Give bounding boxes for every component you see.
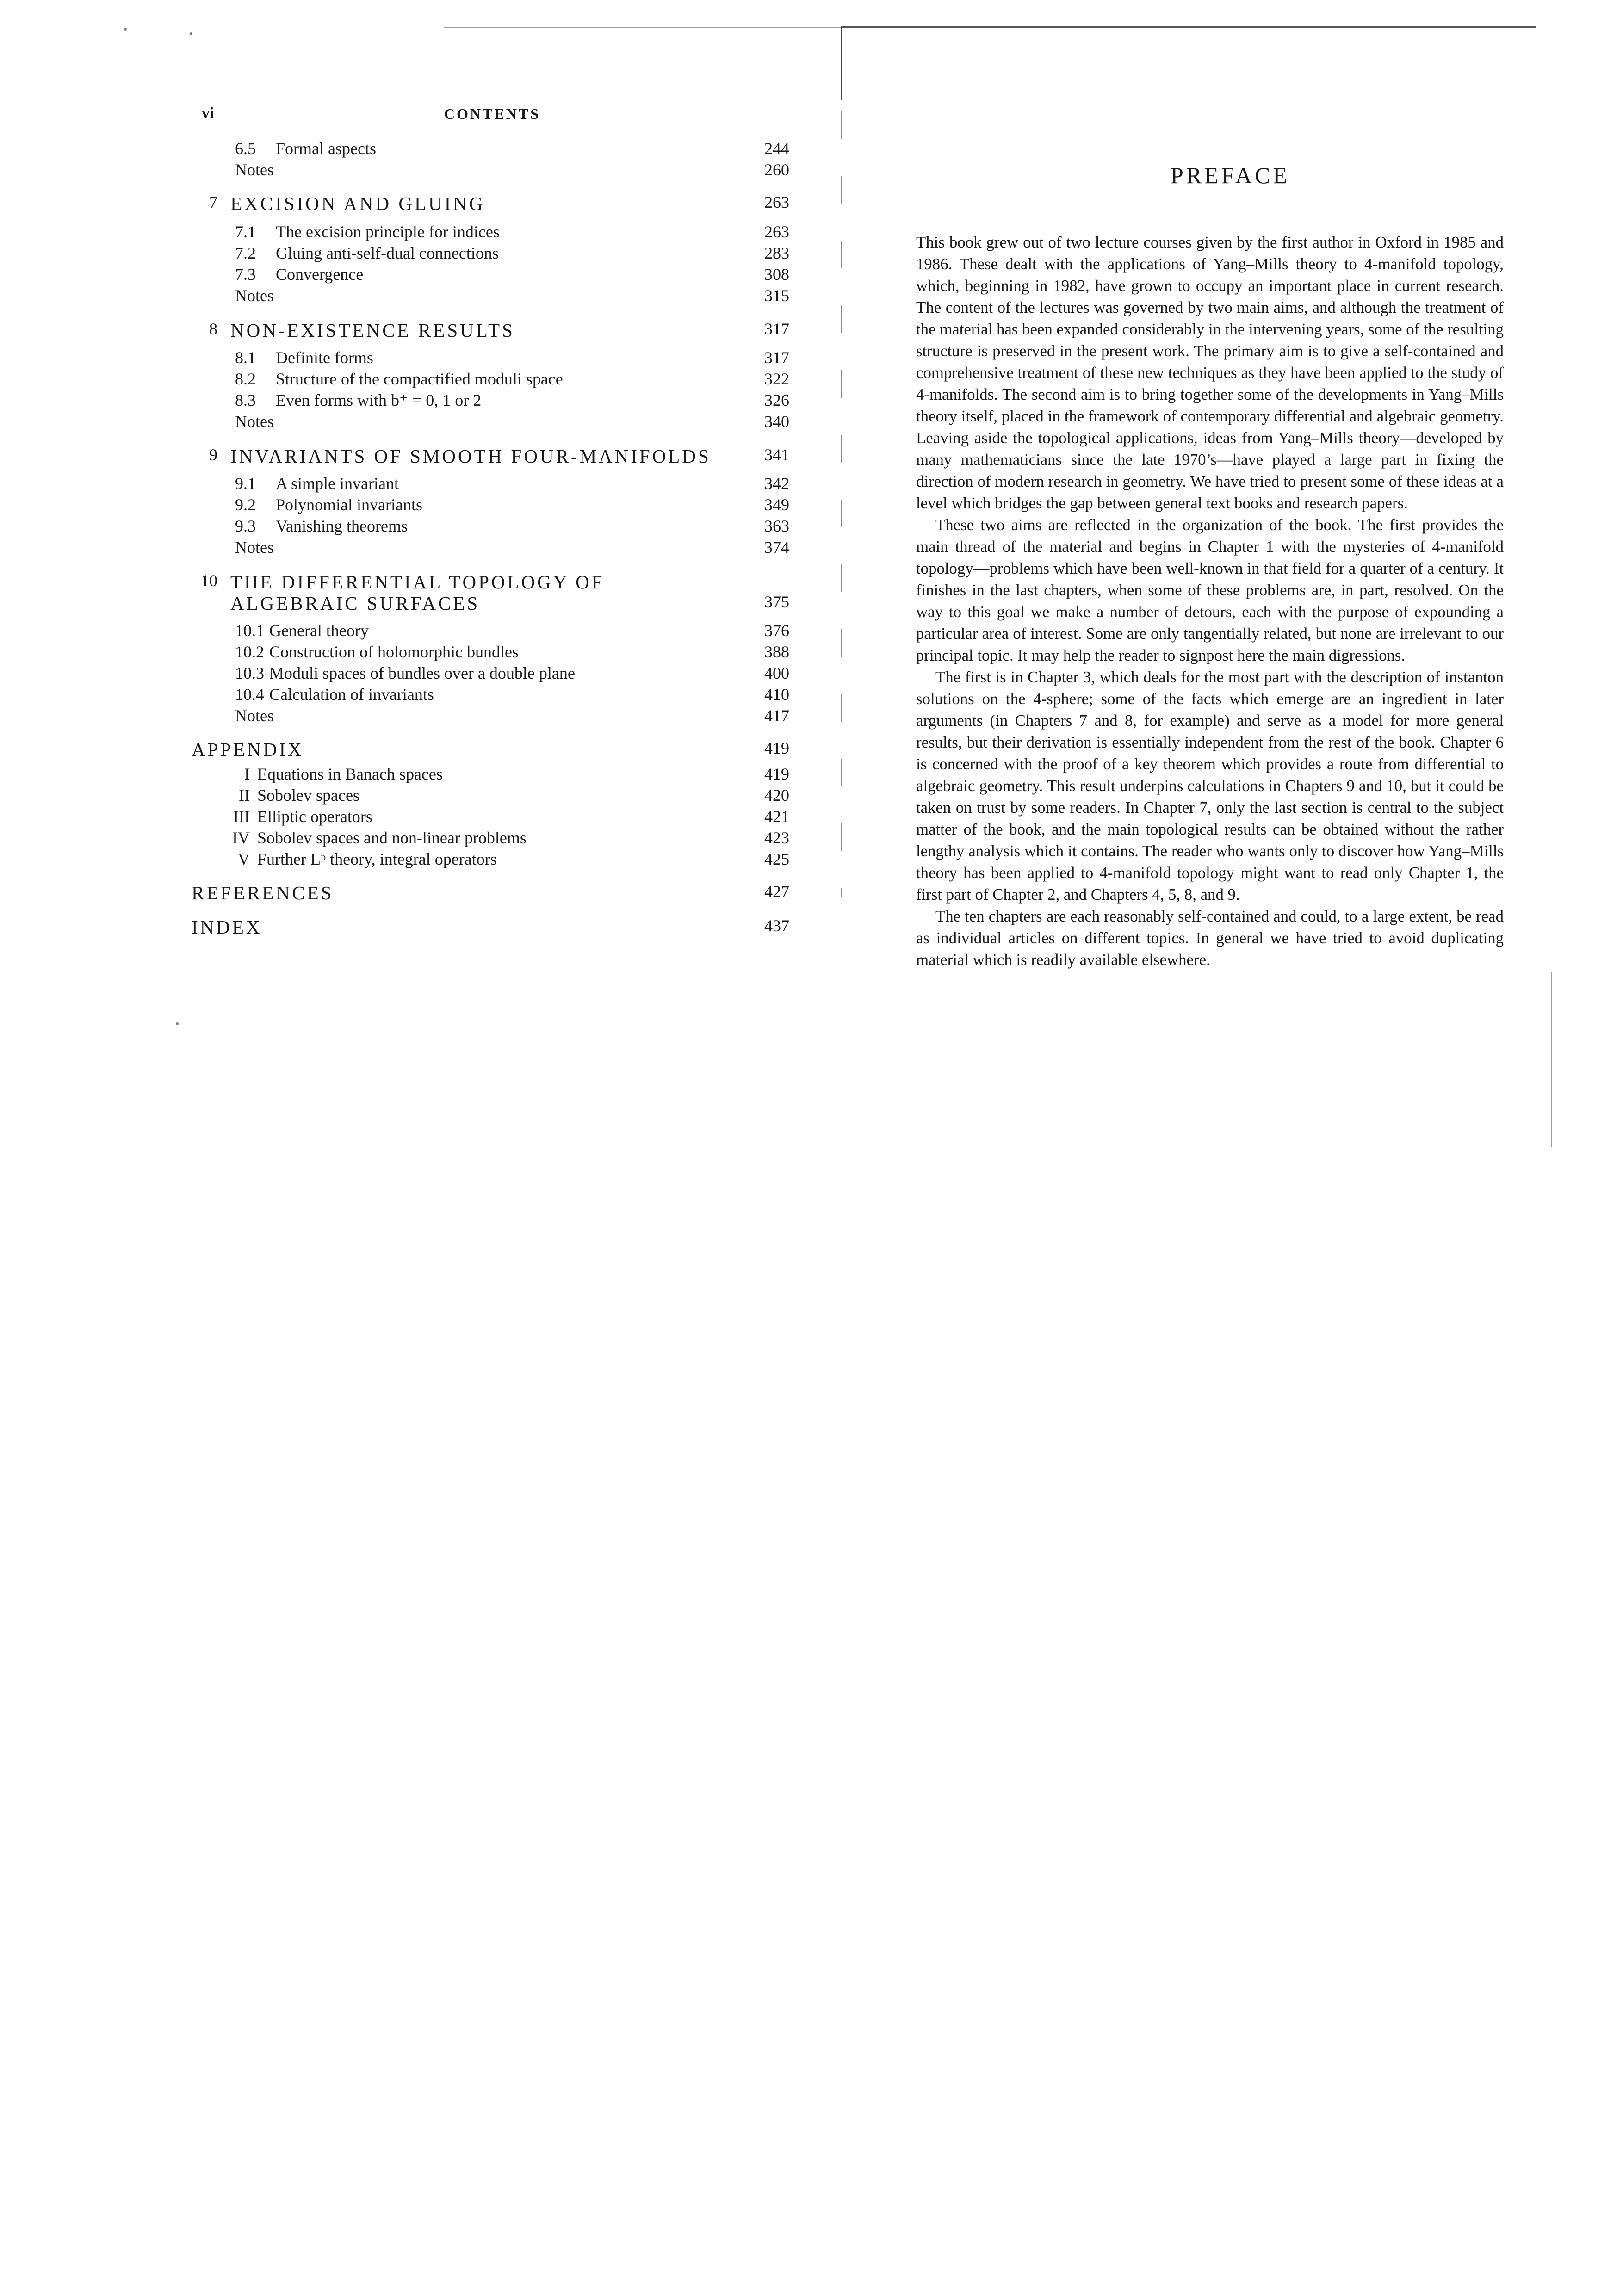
toc-entry-title: Construction of holomorphic bundles [269,643,519,661]
toc-entry-number: 10.1 [235,621,264,640]
toc-entry-page: 341 [764,446,789,464]
toc-entry-title: Vanishing theorems [276,517,408,535]
toc-entry-title: Formal aspects [276,139,376,158]
toc-entry-notes [0,706,805,729]
toc-entry-page: 342 [764,474,789,493]
contents-page [0,0,833,1018]
toc-entry-title: APPENDIX [192,739,304,760]
preface-paragraph: This book grew out of two lecture courses given by the first author in Oxford in 1985 and 1986. These dealt with the applications of Yang–Mills theory to 4-manifold topology, which, beginning in 1982, have grown to occupy an important place in current research. The content of the lectures was governed by two main aims, and although the treatment of the material has been expanded considerably in the intervening years, some of the resulting structure is preserved in the present work. The primary aim is to give a self-contained and comprehensive treatment of these new techniques as they have been applied to the study of 4-manifolds. The second aim is to bring together some of the developments in Yang–Mills theory itself, placed in the framework of contemporary differential and algebraic geometry. Leaving aside the topological applications, ideas from Yang–Mills theory—developed by many mathematicians since the late 1970’s—have played a large part in fixing the direction of modern research in geometry. We have tried to present some of these ideas at a level which bridges the gap between general text books and research papers. [916,233,1504,512]
toc-entry-page: 375 [764,593,789,611]
toc-entry-title: EXCISION AND GLUING [230,193,485,214]
toc-entry-page: 388 [764,643,789,661]
toc-entry-title: Elliptic operators [257,807,372,826]
toc-entry-title: Gluing anti-self-dual connections [276,244,499,262]
scan-gutter-line [841,26,842,100]
toc-entry-title: Further Lᵖ theory, integral operators [257,850,497,868]
toc-entry-page: 376 [764,621,789,640]
toc-entry-top [0,916,805,939]
toc-entry-page: 315 [764,286,789,305]
toc-entry-notes [0,286,805,309]
toc-entry-title: Convergence [276,265,364,284]
toc-entry-page: 317 [764,320,789,338]
toc-entry-title: Notes [235,706,274,725]
scan-right-edge [1551,972,1552,1147]
toc-entry-title: Structure of the compactified moduli space [276,370,563,388]
toc-entry-notes [0,412,805,435]
toc-entry-number: II [239,786,250,805]
toc-entry-page: 322 [764,370,789,388]
toc-entry-title: Equations in Banach spaces [257,765,443,783]
toc-entry-number: 8.1 [235,348,256,367]
toc-entry-notes [0,538,805,561]
toc-entry-page: 427 [764,882,789,901]
toc-entry-number: III [233,807,250,826]
toc-entry-number: 9.3 [235,517,256,535]
toc-entry-title: Notes [235,538,274,557]
scan-top-rule-right [842,26,1536,28]
running-head: CONTENTS [444,105,541,122]
toc-entry-title: INVARIANTS OF SMOOTH FOUR-MANIFOLDS [230,446,711,467]
toc-entry-page: 263 [764,223,789,241]
toc-entry-appendix [0,849,805,873]
toc-entry-page: 349 [764,495,789,514]
scan-gutter-dashes [841,111,842,897]
toc-entry-chapter-cont [0,592,805,615]
toc-entry-title: Notes [235,412,274,431]
toc-entry-number: 10.4 [235,685,264,704]
toc-entry-title: Notes [235,161,274,179]
toc-entry-section [0,642,805,665]
toc-entry-number: I [244,765,250,783]
toc-entry-title: Polynomial invariants [276,495,422,514]
toc-entry-chapter [0,571,805,594]
toc-entry-section [0,139,805,162]
scan-speck [176,1022,179,1025]
toc-entry-top [0,738,805,761]
toc-entry-page: 374 [764,538,789,557]
preface-paragraph: The first is in Chapter 3, which deals for the most part with the description of instanton solutions on the 4-sphere; some of the facts which emerge are an ingredient in later arguments (in Chapters 7 and 8, for example) and serve as a model for more general results, but their derivation is essentially independent from the rest of the book. Chapter 6 is concerned with the proof of a key theorem which provides a route from differential to algebraic geometry. This result underpins calculations in Chapters 9 and 10, but it could be taken on trust by some readers. In Chapter 7, only the last section is central to the subject matter of the book, and the main topological results can be obtained without the rather lengthy analysis which it contains. The reader who wants only to discover how Yang–Mills theory has been applied to 4-manifold topology might want to read only Chapter 1, the first part of Chapter 2, and Chapters 4, 5, 8, and 9. [916,668,1504,904]
toc-entry-number: 8.3 [235,391,256,409]
preface-paragraph: These two aims are reflected in the organization of the book. The first provides the main thread of the material and begins in Chapter 1 with the mysteries of 4-manifold topology—problems which have been well-known in that field for a quarter of a century. It finishes in the last chapters, when some of these problems are, in part, resolved. On the way to this goal we make a number of detours, each with the purpose of expounding a particular area of interest. Some are only tangentially related, but none are irrelevant to our principal topic. It may help the reader to signpost here the main digressions. [916,516,1504,664]
toc-entry-number: 7.3 [235,265,256,284]
toc-entry-title: The excision principle for indices [276,223,500,241]
toc-entry-number: 10 [201,571,217,590]
toc-entry-number: 8 [209,320,217,338]
toc-entry-section [0,516,805,539]
toc-entry-page: 340 [764,412,789,431]
toc-entry-page: 263 [764,193,789,211]
toc-entry-number: 9.1 [235,474,256,493]
toc-entry-page: 308 [764,265,789,284]
toc-entry-page: 423 [764,829,789,847]
toc-entry-page: 417 [764,706,789,725]
toc-entry-page: 317 [764,348,789,367]
toc-entry-title: Definite forms [276,348,373,367]
toc-entry-page: 244 [764,139,789,158]
toc-entry-number: 10.3 [235,664,264,682]
toc-entry-title: INDEX [192,916,262,938]
toc-entry-page: 260 [764,161,789,179]
toc-entry-page: 437 [764,916,789,935]
toc-entry-section [0,390,805,414]
toc-entry-chapter [0,445,805,468]
toc-entry-chapter [0,192,805,216]
toc-entry-title: Sobolev spaces and non-linear problems [257,829,527,847]
toc-entry-title: ALGEBRAIC SURFACES [230,593,480,614]
toc-entry-number: 7.1 [235,223,256,241]
toc-entry-title: REFERENCES [192,882,334,904]
toc-entry-title: Even forms with b⁺ = 0, 1 or 2 [276,391,482,409]
toc-entry-page: 283 [764,244,789,262]
toc-entry-section [0,243,805,266]
toc-entry-appendix [0,807,805,830]
toc-entry-number: 6.5 [235,139,256,158]
toc-entry-page: 419 [764,739,789,757]
toc-entry-section [0,369,805,392]
toc-entry-number: 7.2 [235,244,256,262]
toc-entry-page: 421 [764,807,789,826]
toc-entry-number: 10.2 [235,643,264,661]
toc-entry-section [0,685,805,708]
toc-entry-title: Sobolev spaces [257,786,359,805]
toc-entry-section [0,663,805,687]
toc-entry-page: 363 [764,517,789,535]
toc-entry-section [0,222,805,245]
preface-paragraph: The ten chapters are each reasonably self-contained and could, to a large extent, be read as individual articles on different topics. In general we have tried to avoid duplicating material which is readily available elsewhere. [916,907,1504,969]
toc-entry-title: THE DIFFERENTIAL TOPOLOGY OF [230,571,605,593]
toc-entry-number: 8.2 [235,370,256,388]
preface-title: PREFACE [1171,162,1290,188]
toc-entry-notes [0,160,805,183]
toc-entry-title: Notes [235,286,274,305]
toc-entry-appendix [0,828,805,851]
toc-entry-appendix [0,764,805,787]
toc-entry-page: 326 [764,391,789,409]
toc-entry-top [0,882,805,905]
toc-entry-section [0,265,805,288]
toc-entry-title: Moduli spaces of bundles over a double plane [269,664,575,682]
toc-entry-page: 420 [764,786,789,805]
toc-entry-chapter [0,319,805,342]
toc-entry-page: 400 [764,664,789,682]
toc-entry-section [0,621,805,644]
toc-entry-number: 9 [209,446,217,464]
toc-entry-section [0,495,805,518]
toc-entry-title: NON-EXISTENCE RESULTS [230,320,515,341]
toc-entry-title: General theory [269,621,369,640]
page-number: vi [202,105,214,122]
toc-entry-section [0,474,805,497]
toc-entry-number: V [238,850,250,868]
toc-entry-page: 425 [764,850,789,868]
toc-entry-section [0,348,805,371]
preface-body [916,231,1504,971]
toc-entry-number: 7 [209,193,217,211]
toc-entry-number: IV [232,829,250,847]
toc-entry-page: 419 [764,765,789,783]
toc-entry-number: 9.2 [235,495,256,514]
toc-entry-title: Calculation of invariants [269,685,434,704]
toc-entry-page: 410 [764,685,789,704]
toc-entry-title: A simple invariant [276,474,399,493]
toc-entry-appendix [0,786,805,809]
